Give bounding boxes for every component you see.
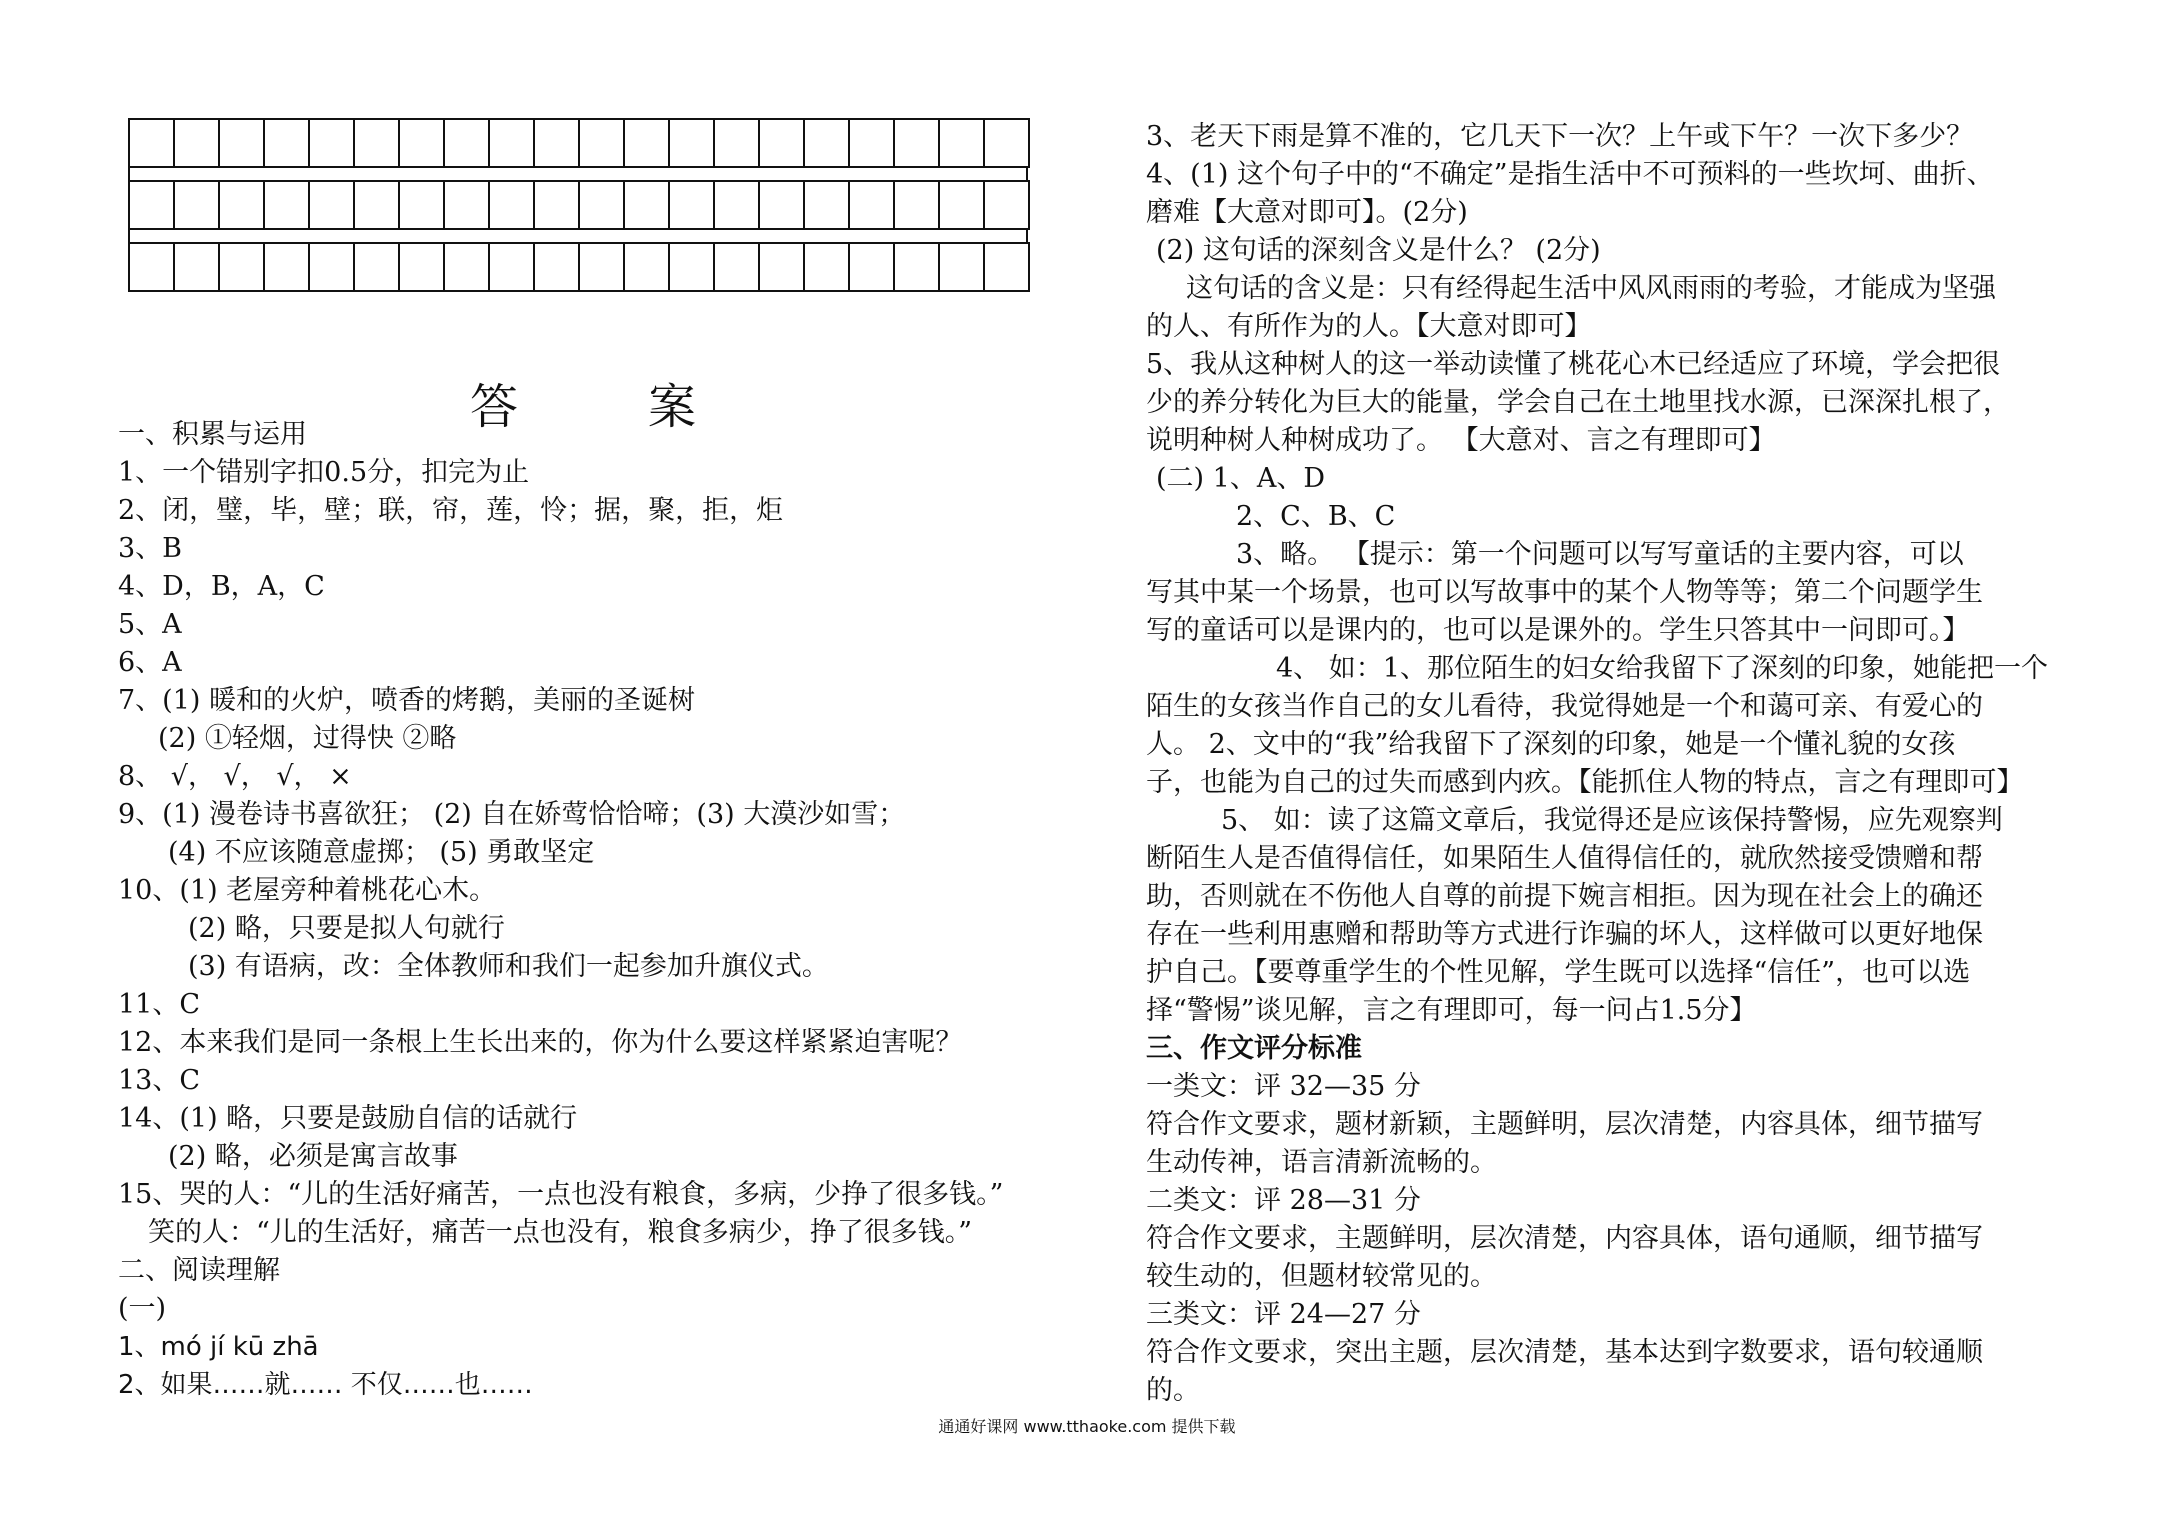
grid-cell	[220, 244, 265, 290]
grid-cell	[175, 120, 220, 166]
grid-cell	[850, 120, 895, 166]
grid-cell	[535, 182, 580, 228]
grid-row	[128, 242, 1030, 292]
answer-line: 人。 2、文中的“我”给我留下了深刻的印象，她是一个懂礼貌的女孩	[1146, 729, 1956, 760]
answer-line: (4) 不应该随意虚掷； (5) 勇敢坚定	[168, 837, 595, 868]
answer-line: 择“警惕”谈见解，言之有理即可，每一问占1.5分】	[1146, 995, 1757, 1026]
grid-cell	[850, 182, 895, 228]
grid-cell	[355, 182, 400, 228]
answer-line: 二类文：评 28—31 分	[1146, 1185, 1421, 1216]
grid-cell	[220, 182, 265, 228]
answer-line: (一)	[118, 1293, 167, 1324]
answer-line: 写其中某一个场景，也可以写故事中的某个人物等等；第二个问题学生	[1146, 577, 1983, 608]
answer-line: 5、 如：读了这篇文章后，我觉得还是应该保持警惕，应先观察判	[1221, 805, 2003, 836]
answer-line: 4、D，B，A，C	[118, 571, 325, 602]
answer-line: 陌生的女孩当作自己的女儿看待，我觉得她是一个和蔼可亲、有爱心的	[1146, 691, 1983, 722]
grid-cell	[400, 244, 445, 290]
answer-line: 3、略。 【提示：第一个问题可以写写童话的主要内容，可以	[1236, 539, 1964, 570]
grid-cell	[265, 182, 310, 228]
grid-cell	[130, 120, 175, 166]
grid-cell	[670, 120, 715, 166]
grid-cell	[130, 244, 175, 290]
answer-line: 12、本来我们是同一条根上生长出来的，你为什么要这样紧紧迫害呢？	[118, 1027, 963, 1058]
grid-cell	[265, 120, 310, 166]
answer-line: 6、A	[118, 647, 182, 678]
answer-line: 14、(1) 略，只要是鼓励自信的话就行	[118, 1103, 578, 1134]
grid-cell	[490, 182, 535, 228]
answer-line: 15、哭的人：“儿的生活好痛苦，一点也没有粮食，多病，少挣了很多钱。”	[118, 1179, 1004, 1210]
answer-line: 11、C	[118, 989, 201, 1020]
answer-line: 3、老天下雨是算不准的，它几天下一次？上午或下午？一次下多少？	[1146, 121, 1974, 152]
grid-cell	[985, 120, 1030, 166]
answer-line: 笑的人：“儿的生活好，痛苦一点也没有，粮食多病少，挣了很多钱。”	[148, 1217, 973, 1248]
grid-cell	[580, 244, 625, 290]
grid-cell	[355, 120, 400, 166]
answer-line: 4、(1) 这个句子中的“不确定”是指生活中不可预料的一些坎坷、曲折、	[1146, 159, 1994, 190]
answers-left-column	[118, 416, 1118, 1404]
title-char-left: 答	[470, 379, 519, 435]
grid-cell	[400, 182, 445, 228]
grid-cell	[850, 244, 895, 290]
answers-right-column	[1146, 118, 2066, 1410]
grid-cell	[940, 244, 985, 290]
answer-line: 1、mó jí kū zhā	[118, 1332, 319, 1362]
grid-cell	[805, 244, 850, 290]
grid-cell	[760, 120, 805, 166]
answer-line: 10、(1) 老屋旁种着桃花心木。	[118, 875, 497, 906]
grid-cell	[895, 120, 940, 166]
answer-line: (2) 这句话的深刻含义是什么？ (2分)	[1156, 235, 1601, 266]
grid-cell	[625, 244, 670, 290]
answer-line: 7、(1) 暖和的火炉，喷香的烤鹅，美丽的圣诞树	[118, 685, 696, 716]
grid-cell	[625, 120, 670, 166]
answer-line: 符合作文要求，突出主题，层次清楚，基本达到字数要求，语句较通顺	[1146, 1337, 1983, 1368]
answer-line: 4、 如：1、那位陌生的妇女给我留下了深刻的印象，她能把一个	[1276, 653, 2048, 684]
answer-line: 符合作文要求，主题鲜明，层次清楚，内容具体，语句通顺，细节描写	[1146, 1223, 1983, 1254]
answer-line: 2、如果……就…… 不仅……也……	[118, 1370, 533, 1400]
grid-cell	[535, 244, 580, 290]
grid-cell	[220, 120, 265, 166]
answer-line: 符合作文要求，题材新颖，主题鲜明，层次清楚，内容具体，细节描写	[1146, 1109, 1983, 1140]
answer-line: 断陌生人是否值得信任，如果陌生人值得信任的，就欣然接受馈赠和帮	[1146, 843, 1983, 874]
grid-cell	[175, 182, 220, 228]
answer-line: 5、A	[118, 609, 182, 640]
answer-line: 13、C	[118, 1065, 201, 1096]
answer-line: 8、 √， √， √， ×	[118, 761, 352, 792]
grid-cell	[130, 182, 175, 228]
grid-cell	[805, 182, 850, 228]
answer-line: 的。	[1146, 1375, 1200, 1406]
answer-line: 护自己。【要尊重学生的个性见解，学生既可以选择“信任”，也可以选	[1146, 957, 1971, 988]
grid-cell	[805, 120, 850, 166]
answer-line: 写的童话可以是课内的，也可以是课外的。学生只答其中一问即可。】	[1146, 615, 1970, 646]
answer-line: 生动传神，语言清新流畅的。	[1146, 1147, 1497, 1178]
grid-cell	[670, 244, 715, 290]
answer-line: 助，否则就在不伤他人自尊的前提下婉言相拒。因为现在社会上的确还	[1146, 881, 1983, 912]
answer-line: 磨难【大意对即可】。(2分)	[1146, 197, 1468, 228]
grid-row	[128, 180, 1030, 230]
grid-cell	[895, 182, 940, 228]
answer-line: (二) 1、A、D	[1156, 463, 1325, 494]
grid-cell	[940, 120, 985, 166]
title-char-right: 案	[648, 379, 697, 435]
grid-cell	[310, 120, 355, 166]
grid-cell	[355, 244, 400, 290]
footer-credit: 通通好课网 www.tthaoke.com 提供下载	[938, 1417, 1236, 1436]
grid-cell	[715, 244, 760, 290]
grid-cell	[940, 182, 985, 228]
answer-line: 一类文：评 32—35 分	[1146, 1071, 1421, 1102]
grid-cell	[580, 182, 625, 228]
grid-row-gap	[128, 230, 1028, 242]
grid-cell	[490, 244, 535, 290]
grid-cell	[265, 244, 310, 290]
answer-line: 三、作文评分标准	[1146, 1033, 1362, 1064]
answer-line: 存在一些利用惠赠和帮助等方式进行诈骗的坏人，这样做可以更好地保	[1146, 919, 1983, 950]
grid-row-gap	[128, 168, 1028, 180]
answer-line: 的人、有所作为的人。【大意对即可】	[1146, 311, 1592, 342]
grid-cell	[715, 120, 760, 166]
grid-cell	[715, 182, 760, 228]
answer-line: 5、我从这种树人的这一举动读懂了桃花心木已经适应了环境，学会把很	[1146, 349, 2001, 380]
grid-cell	[625, 182, 670, 228]
grid-cell	[310, 244, 355, 290]
grid-cell	[760, 244, 805, 290]
answer-line: 1、一个错别字扣0.5分，扣完为止	[118, 457, 530, 488]
grid-cell	[535, 120, 580, 166]
answer-line: (2) ①轻烟，过得快 ②略	[158, 723, 457, 754]
answer-line: 一、积累与运用	[118, 419, 307, 450]
answer-line: 9、(1) 漫卷诗书喜欲狂； (2) 自在娇莺恰恰啼；(3) 大漠沙如雪；	[118, 799, 906, 830]
grid-cell	[445, 182, 490, 228]
answer-line: 说明种树人种树成功了。 【大意对、言之有理即可】	[1146, 425, 1776, 456]
answer-line: 2、C、B、C	[1236, 501, 1396, 532]
grid-row	[128, 118, 1030, 168]
grid-cell	[670, 182, 715, 228]
grid-cell	[895, 244, 940, 290]
grid-cell	[760, 182, 805, 228]
grid-cell	[175, 244, 220, 290]
grid-cell	[400, 120, 445, 166]
answer-line: 三类文：评 24—27 分	[1146, 1299, 1421, 1330]
answer-line: (2) 略，只要是拟人句就行	[188, 913, 505, 944]
answer-line: (3) 有语病，改：全体教师和我们一起参加升旗仪式。	[188, 951, 829, 982]
grid-cell	[445, 244, 490, 290]
answer-line: 较生动的，但题材较常见的。	[1146, 1261, 1497, 1292]
answer-line: 二、阅读理解	[118, 1255, 280, 1286]
grid-cell	[580, 120, 625, 166]
grid-cell	[445, 120, 490, 166]
answer-line: 3、B	[118, 533, 183, 564]
grid-cell	[985, 182, 1030, 228]
grid-cell	[310, 182, 355, 228]
answer-line: 子，也能为自己的过失而感到内疚。【能抓住人物的特点，言之有理即可】	[1146, 767, 2024, 798]
grid-cell	[490, 120, 535, 166]
answer-line: (2) 略，必须是寓言故事	[168, 1141, 458, 1172]
answer-line: 这句话的含义是：只有经得起生活中风风雨雨的考验，才能成为坚强	[1186, 273, 1996, 304]
grid-cell	[985, 244, 1030, 290]
writing-grid	[128, 118, 1030, 292]
answer-line: 2、闭，璧，毕，壁；联，帘，莲，怜；据，聚，拒，炬	[118, 495, 784, 526]
answer-line: 少的养分转化为巨大的能量，学会自己在土地里找水源，已深深扎根了，	[1146, 387, 2010, 418]
